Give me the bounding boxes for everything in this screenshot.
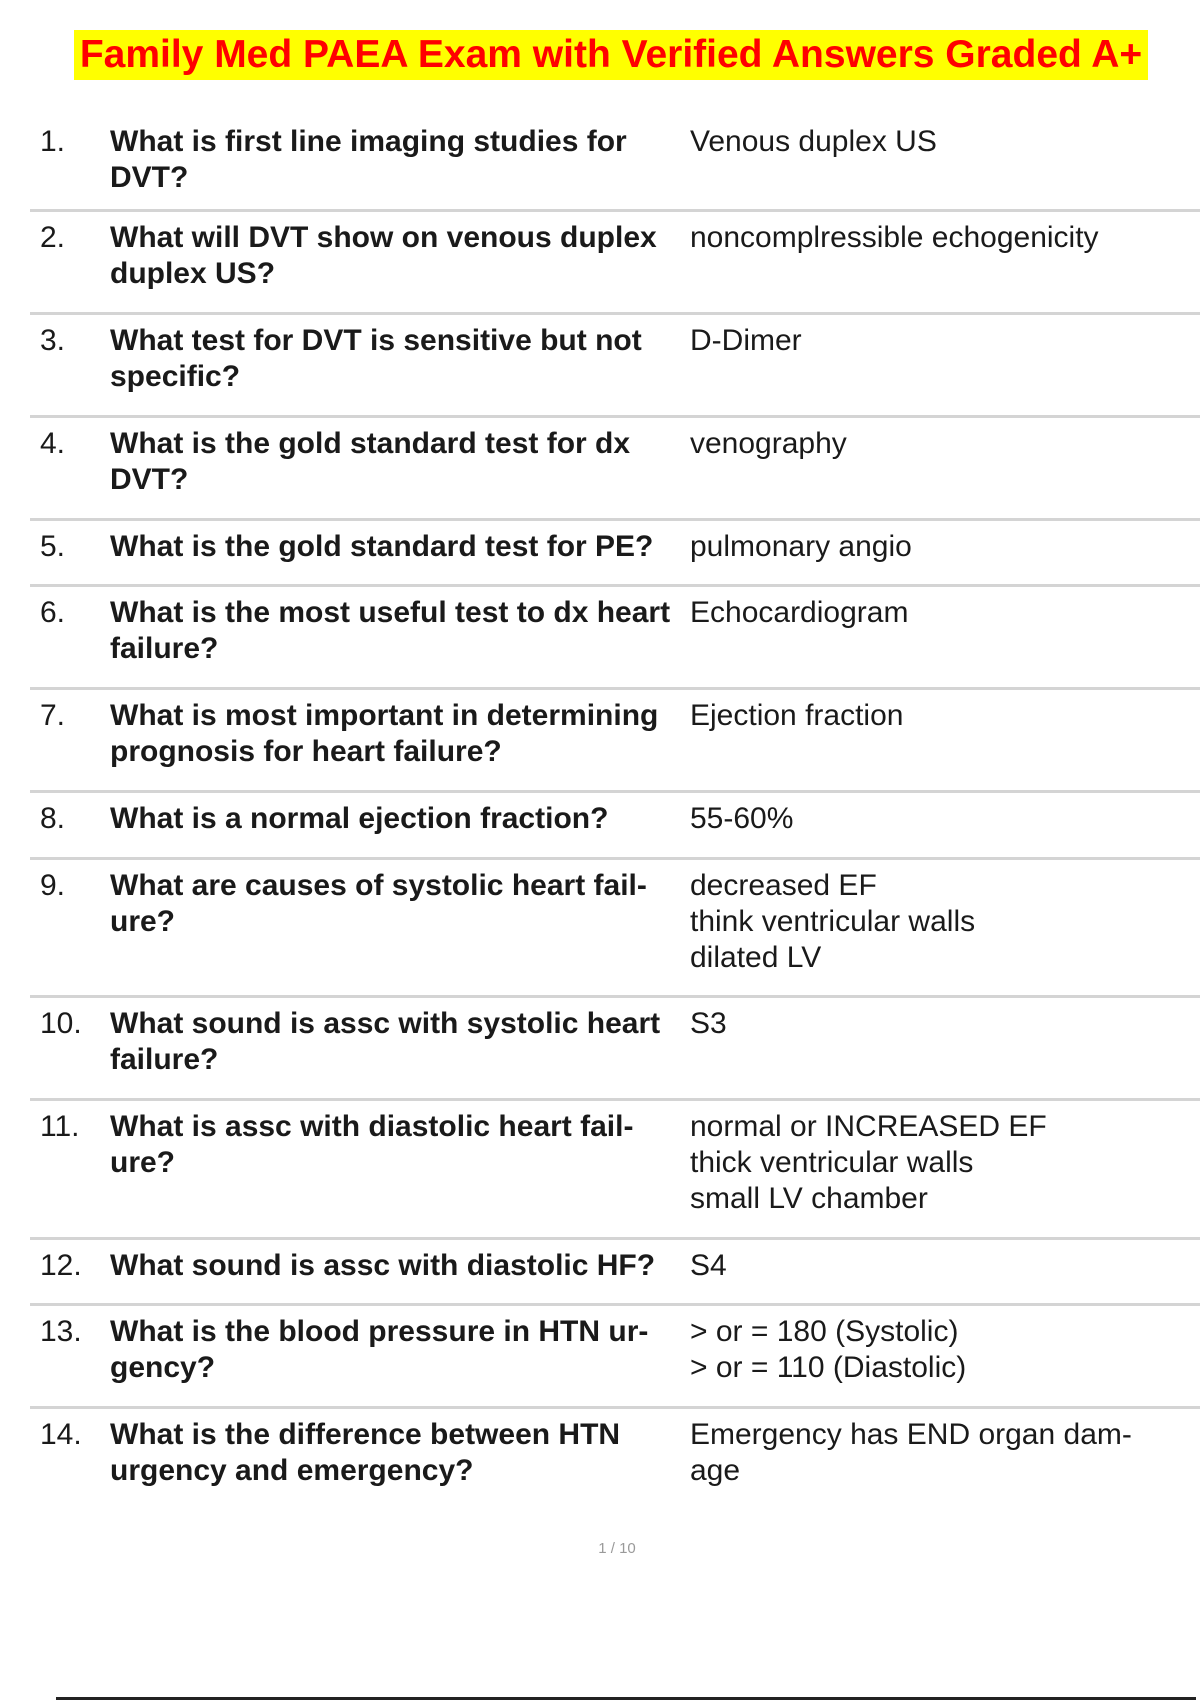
question-number: 12. <box>40 1249 82 1282</box>
answer-text: S3 <box>690 1007 727 1040</box>
qa-row <box>30 315 1200 418</box>
qa-row <box>30 521 1200 587</box>
answer-text: D-Dimer <box>690 324 802 357</box>
qa-row <box>30 418 1200 521</box>
qa-row <box>30 1306 1200 1409</box>
question-text: What sound is assc with systolic heart failure? <box>110 1007 661 1076</box>
qa-row <box>30 793 1200 860</box>
qa-row <box>30 116 1200 212</box>
qa-table <box>30 116 1200 1505</box>
question-text: What test for DVT is sensitive but not specific? <box>110 324 642 393</box>
question-number: 8. <box>40 802 66 835</box>
answer-text: normal or INCREASED EF thick ventricular walls small LV chamber <box>690 1110 1047 1215</box>
question-text: What is most important in determining prognosis for heart failure? <box>110 699 659 768</box>
qa-row <box>30 587 1200 690</box>
document-title: Family Med PAEA Exam with Verified Answers Graded A+ <box>74 30 1148 80</box>
answer-text: noncomplressible echogenicity <box>690 221 1099 254</box>
question-number: 10. <box>40 1007 82 1040</box>
question-number: 3. <box>40 324 66 357</box>
answer-text: > or = 180 (Systolic) > or = 110 (Diastolic) <box>690 1315 967 1384</box>
question-number: 13. <box>40 1315 82 1348</box>
qa-row <box>30 998 1200 1101</box>
question-text: What will DVT show on venous duplex duplex US? <box>110 221 657 290</box>
answer-text: Ejection fraction <box>690 699 904 732</box>
answer-text: 55-60% <box>690 802 794 835</box>
question-number: 5. <box>40 530 66 563</box>
question-number: 9. <box>40 869 66 902</box>
answer-text: Emergency has END organ dam- age <box>690 1418 1132 1487</box>
answer-text: Echocardiogram <box>690 596 909 629</box>
question-text: What is the most useful test to dx heart failure? <box>110 596 671 665</box>
page-indicator: 1 / 10 <box>598 1540 636 1557</box>
qa-row <box>30 1101 1200 1240</box>
title-wrap <box>56 30 1166 80</box>
answer-text: pulmonary angio <box>690 530 912 563</box>
question-text: What is the blood pressure in HTN ur- gency? <box>110 1315 649 1384</box>
question-text: What is the difference between HTN urgency and emergency? <box>110 1418 621 1487</box>
qa-row <box>30 690 1200 793</box>
question-number: 1. <box>40 125 66 158</box>
question-number: 2. <box>40 221 66 254</box>
answer-text: venography <box>690 427 847 460</box>
answer-text: S4 <box>690 1249 727 1282</box>
qa-row <box>30 212 1200 315</box>
question-number: 11. <box>40 1110 80 1143</box>
answer-text: decreased EF think ventricular walls dilated LV <box>690 869 976 974</box>
question-text: What sound is assc with diastolic HF? <box>110 1249 656 1282</box>
question-text: What is assc with diastolic heart fail- ure? <box>110 1110 634 1179</box>
question-text: What is a normal ejection fraction? <box>110 802 609 835</box>
question-text: What are causes of systolic heart fail- ure? <box>110 869 647 938</box>
question-number: 6. <box>40 596 66 629</box>
question-number: 14. <box>40 1418 82 1451</box>
qa-row <box>30 1409 1200 1505</box>
question-number: 4. <box>40 427 66 460</box>
question-text: What is the gold standard test for PE? <box>110 530 654 563</box>
question-number: 7. <box>40 699 66 732</box>
answer-text: Venous duplex US <box>690 125 937 158</box>
qa-row <box>30 1240 1200 1306</box>
qa-row <box>30 860 1200 998</box>
question-text: What is first line imaging studies for DVT? <box>110 125 627 194</box>
question-text: What is the gold standard test for dx DVT? <box>110 427 631 496</box>
